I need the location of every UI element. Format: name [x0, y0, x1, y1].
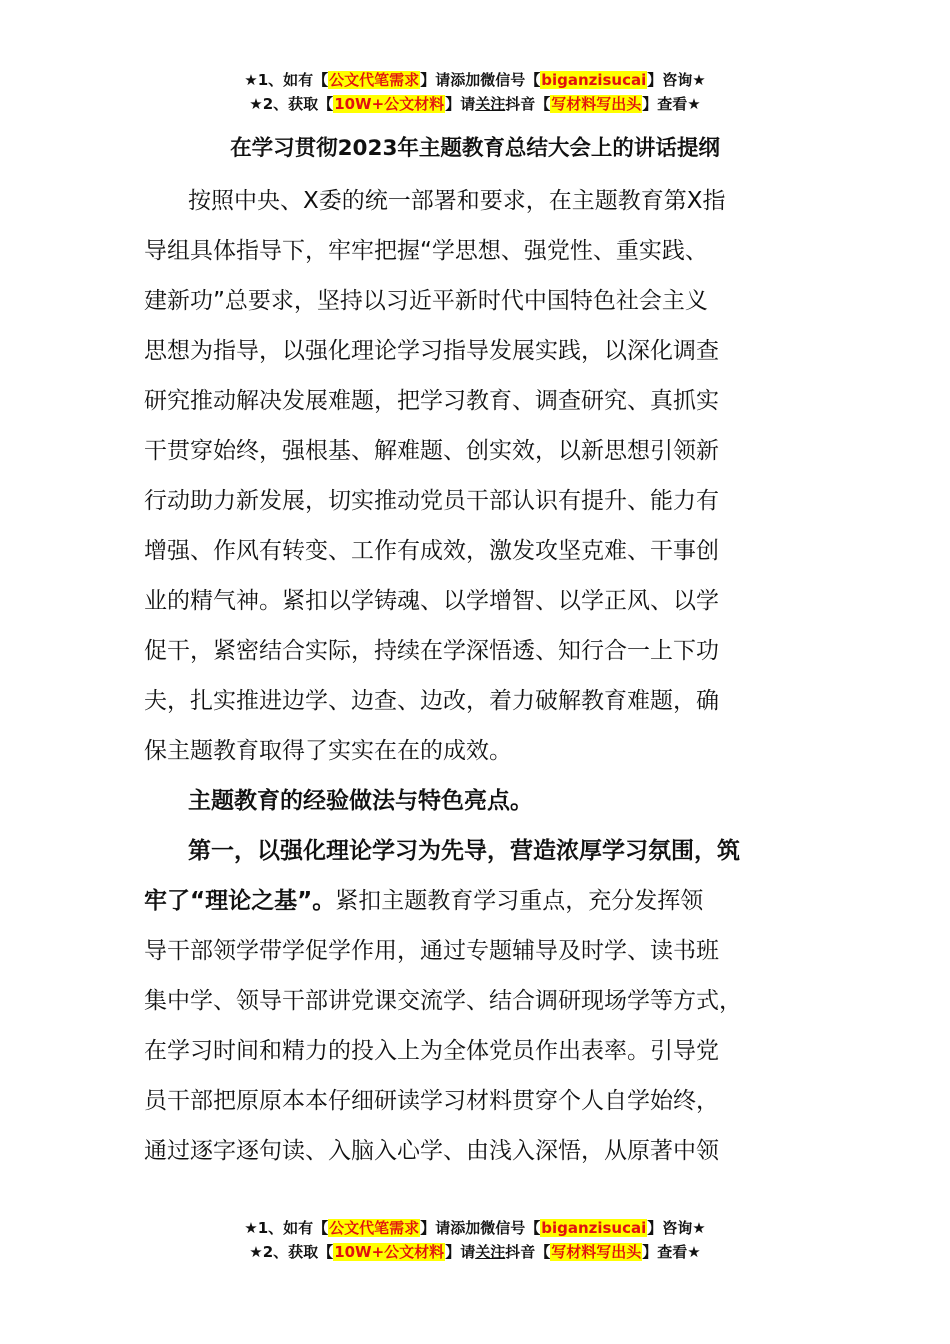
paragraph-line: 研究推动解决发展难题，把学习教育、调查研究、真抓实: [144, 388, 719, 414]
banner-highlight: 10W+公文材料: [334, 95, 445, 113]
section-heading: 主题教育的经验做法与特色亮点。: [188, 788, 533, 814]
banner-douyin-id: 写材料写出头: [551, 95, 642, 113]
point-heading: 第一，以强化理论学习为先导，营造浓厚学习氛围，筑: [188, 838, 740, 864]
paragraph-line: 导组具体指导下，牢牢把握“学思想、强党性、重实践、: [144, 238, 708, 264]
banner-line-1: ★1、如有【公文代笔需求】请添加微信号【biganzisucai】咨询★: [244, 1219, 706, 1237]
header-banner: [0, 68, 950, 116]
paragraph-line: 促干，紧密结合实际，持续在学深悟透、知行合一上下功: [144, 638, 719, 664]
paragraph-line: 增强、作风有转变、工作有成效，激发攻坚克难、干事创: [144, 538, 719, 564]
banner-line-2: ★2、获取【10W+公文材料】请关注抖音【写材料写出头】查看★: [249, 95, 701, 113]
footer-banner: [0, 1216, 950, 1264]
banner-highlight: 公文代笔需求: [329, 71, 420, 89]
paragraph-line: 在学习时间和精力的投入上为全体党员作出表率。引导党: [144, 1038, 719, 1064]
banner-wechat-id: biganzisucai: [541, 1219, 647, 1237]
banner-wechat-id: biganzisucai: [541, 71, 647, 89]
paragraph-line: 行动助力新发展，切实推动党员干部认识有提升、能力有: [144, 488, 719, 514]
paragraph-line: 集中学、领导干部讲党课交流学、结合调研现场学等方式，: [144, 988, 742, 1014]
document-body: [144, 176, 806, 1176]
document-title: 在学习贯彻2023年主题教育总结大会上的讲话提纲: [230, 136, 720, 161]
paragraph-line: 按照中央、X委的统一部署和要求，在主题教育第X指: [188, 188, 726, 214]
paragraph-line: 建新功”总要求，坚持以习近平新时代中国特色社会主义: [144, 288, 708, 314]
paragraph-line: 通过逐字逐句读、入脑入心学、由浅入深悟，从原著中领: [144, 1138, 719, 1164]
banner-line-1: ★1、如有【公文代笔需求】请添加微信号【biganzisucai】咨询★: [244, 71, 706, 89]
paragraph-line: 业的精气神。紧扣以学铸魂、以学增智、以学正风、以学: [144, 588, 719, 614]
paragraph-line: 夫，扎实推进边学、边查、边改，着力破解教育难题，确: [144, 688, 719, 714]
banner-line-2: ★2、获取【10W+公文材料】请关注抖音【写材料写出头】查看★: [249, 1243, 701, 1261]
paragraph-line: 保主题教育取得了实实在在的成效。: [144, 738, 512, 764]
banner-douyin-id: 写材料写出头: [551, 1243, 642, 1261]
paragraph-line: 导干部领学带学促学作用，通过专题辅导及时学、读书班: [144, 938, 719, 964]
paragraph-line: 干贯穿始终，强根基、解难题、创实效，以新思想引领新: [144, 438, 719, 464]
point-heading-end: 牢了“理论之基”。: [144, 888, 336, 914]
banner-highlight: 10W+公文材料: [334, 1243, 445, 1261]
paragraph-line: 思想为指导，以强化理论学习指导发展实践，以深化调查: [144, 338, 719, 364]
banner-highlight: 公文代笔需求: [329, 1219, 420, 1237]
paragraph-line: 牢了“理论之基”。紧扣主题教育学习重点，充分发挥领: [144, 888, 704, 914]
paragraph-line: 员干部把原原本本仔细研读学习材料贯穿个人自学始终，: [144, 1088, 719, 1114]
